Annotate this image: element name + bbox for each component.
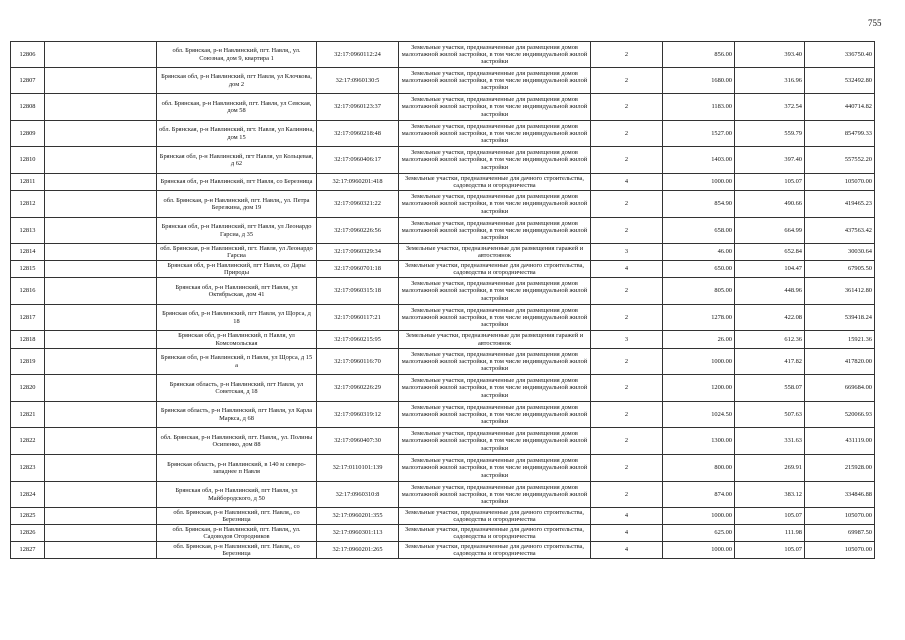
- specific-value-cell: 559.79: [735, 121, 805, 147]
- empty-cell: [45, 542, 157, 559]
- empty-cell: [45, 244, 157, 261]
- table-row: [11, 94, 875, 121]
- cadastral-value-cell: 67905.50: [805, 261, 875, 278]
- cadastral-value-cell: 431119.00: [805, 428, 875, 455]
- use-code-cell: 4: [591, 174, 663, 191]
- table-row: [11, 455, 875, 482]
- empty-cell: [45, 402, 157, 428]
- cadastral-number-cell: 32:17:0960201:355: [317, 508, 399, 525]
- area-cell: 46.00: [663, 244, 735, 261]
- address-cell: обл. Брянская, р-н Навлинский, пгт. Навля,, ул. Полины Осипенко, дом 88: [157, 428, 317, 455]
- area-cell: 1200.00: [663, 375, 735, 402]
- use-code-cell: 3: [591, 331, 663, 349]
- cadastral-value-cell: 539418.24: [805, 305, 875, 331]
- address-cell: Брянская обл, р-н Навлинский, пгт Навля, ул Щорса, д 18: [157, 305, 317, 331]
- land-use-cell: Земельные участки, предназначенные для размещения домов малоэтажной жилой застройки, в том числе индивидуальной жилой застройки: [399, 428, 591, 455]
- table-row: [11, 375, 875, 402]
- address-cell: обл. Брянская, р-н Навлинский, пгт. Навля,, со Березница: [157, 542, 317, 559]
- use-code-cell: 2: [591, 94, 663, 121]
- use-code-cell: 2: [591, 482, 663, 508]
- cadastral-value-cell: 334846.88: [805, 482, 875, 508]
- specific-value-cell: 105.07: [735, 508, 805, 525]
- row-number-cell: 12812: [11, 191, 45, 218]
- address-cell: Брянская обл, р-н Навлинский, п Навля, ул Комсомольская: [157, 331, 317, 349]
- cadastral-value-cell: 419465.23: [805, 191, 875, 218]
- area-cell: 1000.00: [663, 349, 735, 375]
- area-cell: 1300.00: [663, 428, 735, 455]
- cadastral-number-cell: 32:17:0960310:8: [317, 482, 399, 508]
- empty-cell: [45, 94, 157, 121]
- address-cell: Брянская обл, р-н Навлинский, пгт Навля, ул Леонардо Гарсиа, д 35: [157, 218, 317, 244]
- use-code-cell: 2: [591, 375, 663, 402]
- land-use-cell: Земельные участки, предназначенные для размещения домов малоэтажной жилой застройки, в том числе индивидуальной жилой застройки: [399, 402, 591, 428]
- land-use-cell: Земельные участки, предназначенные для дачного строительства, садоводства и огородничества: [399, 508, 591, 525]
- land-use-cell: Земельные участки, предназначенные для дачного строительства, садоводства и огородничества: [399, 542, 591, 559]
- land-use-cell: Земельные участки, предназначенные для размещения домов малоэтажной жилой застройки, в том числе индивидуальной жилой застройки: [399, 42, 591, 68]
- specific-value-cell: 383.12: [735, 482, 805, 508]
- cadastral-number-cell: 32:17:0960201:265: [317, 542, 399, 559]
- row-number-cell: 12821: [11, 402, 45, 428]
- address-cell: Брянская обл, р-н Навлинский, пгт Навля, со Дары Природы: [157, 261, 317, 278]
- cadastral-value-cell: 361412.80: [805, 278, 875, 305]
- table-row: [11, 402, 875, 428]
- table-row: [11, 218, 875, 244]
- land-use-cell: Земельные участки, предназначенные для размещения домов малоэтажной жилой застройки, в том числе индивидуальной жилой застройки: [399, 68, 591, 94]
- specific-value-cell: 397.40: [735, 147, 805, 174]
- table-row: [11, 42, 875, 68]
- row-number-cell: 12824: [11, 482, 45, 508]
- area-cell: 1403.00: [663, 147, 735, 174]
- table-row: [11, 191, 875, 218]
- empty-cell: [45, 68, 157, 94]
- land-use-cell: Земельные участки, предназначенные для дачного строительства, садоводства и огородничества: [399, 525, 591, 542]
- cadastral-value-cell: 105070.00: [805, 542, 875, 559]
- cadastral-number-cell: 32:17:0960201:418: [317, 174, 399, 191]
- address-cell: Брянская обл, р-н Навлинский, пгт Навля, со Березница: [157, 174, 317, 191]
- land-use-cell: Земельные участки, предназначенные для размещения домов малоэтажной жилой застройки, в том числе индивидуальной жилой застройки: [399, 121, 591, 147]
- area-cell: 650.00: [663, 261, 735, 278]
- empty-cell: [45, 508, 157, 525]
- row-number-cell: 12813: [11, 218, 45, 244]
- cadastral-number-cell: 32:17:0960407:30: [317, 428, 399, 455]
- cadastral-value-cell: 69987.50: [805, 525, 875, 542]
- empty-cell: [45, 428, 157, 455]
- row-number-cell: 12819: [11, 349, 45, 375]
- use-code-cell: 4: [591, 542, 663, 559]
- area-cell: 658.00: [663, 218, 735, 244]
- cadastral-number-cell: 32:17:0960117:21: [317, 305, 399, 331]
- empty-cell: [45, 375, 157, 402]
- address-cell: Брянская область, р-н Навлинский, пгт Навля, ул Карла Маркса, д 68: [157, 402, 317, 428]
- cadastral-number-cell: 32:17:0960406:17: [317, 147, 399, 174]
- empty-cell: [45, 305, 157, 331]
- use-code-cell: 2: [591, 428, 663, 455]
- cadastral-number-cell: 32:17:0960315:18: [317, 278, 399, 305]
- specific-value-cell: 448.96: [735, 278, 805, 305]
- empty-cell: [45, 121, 157, 147]
- area-cell: 800.00: [663, 455, 735, 482]
- row-number-cell: 12826: [11, 525, 45, 542]
- cadastral-number-cell: 32:17:0960319:12: [317, 402, 399, 428]
- cadastral-value-cell: 30030.64: [805, 244, 875, 261]
- empty-cell: [45, 261, 157, 278]
- address-cell: Брянская обл, р-н Навлинский, пгт Навля, ул Октябрьская, дом 41: [157, 278, 317, 305]
- table-row: [11, 244, 875, 261]
- address-cell: Брянская обл, р-н Навлинский, п Навля, ул Щорса, д 15 а: [157, 349, 317, 375]
- row-number-cell: 12814: [11, 244, 45, 261]
- specific-value-cell: 111.98: [735, 525, 805, 542]
- empty-cell: [45, 42, 157, 68]
- table-row: [11, 428, 875, 455]
- address-cell: обл. Брянская, р-н Навлинский, пгт. Навля, ул Севская, дом 58: [157, 94, 317, 121]
- table-row: [11, 68, 875, 94]
- cadastral-value-cell: 557552.20: [805, 147, 875, 174]
- specific-value-cell: 104.47: [735, 261, 805, 278]
- table-row: [11, 482, 875, 508]
- empty-cell: [45, 218, 157, 244]
- address-cell: Брянская область, р-н Навлинский, пгт Навля, ул Советская, д 18: [157, 375, 317, 402]
- specific-value-cell: 393.40: [735, 42, 805, 68]
- use-code-cell: 2: [591, 68, 663, 94]
- land-use-cell: Земельные участки, предназначенные для размещения домов малоэтажной жилой застройки, в том числе индивидуальной жилой застройки: [399, 305, 591, 331]
- address-cell: Брянская область, р-н Навлинский, в 140 м северо-западнее п Навля: [157, 455, 317, 482]
- table-row: [11, 261, 875, 278]
- area-cell: 874.00: [663, 482, 735, 508]
- land-use-cell: Земельные участки, предназначенные для размещения домов малоэтажной жилой застройки, в том числе индивидуальной жилой застройки: [399, 147, 591, 174]
- area-cell: 1680.00: [663, 68, 735, 94]
- land-registry-table: [10, 41, 875, 559]
- table-row: [11, 525, 875, 542]
- row-number-cell: 12818: [11, 331, 45, 349]
- address-cell: Брянская обл, р-н Навлинский, пгт Навля, ул Клочкова, дом 2: [157, 68, 317, 94]
- cadastral-value-cell: 215928.00: [805, 455, 875, 482]
- use-code-cell: 2: [591, 455, 663, 482]
- row-number-cell: 12816: [11, 278, 45, 305]
- area-cell: 1000.00: [663, 542, 735, 559]
- cadastral-number-cell: 32:17:0960218:48: [317, 121, 399, 147]
- address-cell: Брянская обл, р-н Навлинский, пгт Навля, ул Кольцевая, д 62: [157, 147, 317, 174]
- specific-value-cell: 105.07: [735, 542, 805, 559]
- specific-value-cell: 612.36: [735, 331, 805, 349]
- row-number-cell: 12825: [11, 508, 45, 525]
- specific-value-cell: 105.07: [735, 174, 805, 191]
- area-cell: 1000.00: [663, 174, 735, 191]
- cadastral-value-cell: 336750.40: [805, 42, 875, 68]
- table-row: [11, 331, 875, 349]
- use-code-cell: 2: [591, 218, 663, 244]
- specific-value-cell: 490.66: [735, 191, 805, 218]
- area-cell: 856.00: [663, 42, 735, 68]
- area-cell: 1024.50: [663, 402, 735, 428]
- use-code-cell: 2: [591, 42, 663, 68]
- use-code-cell: 2: [591, 349, 663, 375]
- use-code-cell: 2: [591, 278, 663, 305]
- row-number-cell: 12806: [11, 42, 45, 68]
- cadastral-number-cell: 32:17:0960226:29: [317, 375, 399, 402]
- cadastral-value-cell: 669684.00: [805, 375, 875, 402]
- specific-value-cell: 372.54: [735, 94, 805, 121]
- specific-value-cell: 316.96: [735, 68, 805, 94]
- address-cell: обл. Брянская, р-н Навлинский, пгт. Навля,, ул. Союзная, дом 9, квартира 1: [157, 42, 317, 68]
- specific-value-cell: 558.07: [735, 375, 805, 402]
- empty-cell: [45, 174, 157, 191]
- row-number-cell: 12827: [11, 542, 45, 559]
- empty-cell: [45, 278, 157, 305]
- row-number-cell: 12810: [11, 147, 45, 174]
- land-use-cell: Земельные участки, предназначенные для дачного строительства, садоводства и огородничества: [399, 174, 591, 191]
- cadastral-number-cell: 32:17:0960116:70: [317, 349, 399, 375]
- cadastral-number-cell: 32:17:0960130:5: [317, 68, 399, 94]
- address-cell: обл. Брянская, р-н Навлинский, пгт. Навля, ул Леонардо Гарсиа: [157, 244, 317, 261]
- land-use-cell: Земельные участки, предназначенные для размещения гаражей и автостоянок: [399, 244, 591, 261]
- empty-cell: [45, 331, 157, 349]
- address-cell: Брянская обл, р-н Навлинский, пгт Навля, ул Майбородского, д 50: [157, 482, 317, 508]
- address-cell: обл. Брянская, р-н Навлинский, пгт. Навля,, ул. Петра Березкина, дом 19: [157, 191, 317, 218]
- cadastral-value-cell: 15921.36: [805, 331, 875, 349]
- use-code-cell: 2: [591, 147, 663, 174]
- use-code-cell: 2: [591, 121, 663, 147]
- land-use-cell: Земельные участки, предназначенные для размещения домов малоэтажной жилой застройки, в том числе индивидуальной жилой застройки: [399, 349, 591, 375]
- land-use-cell: Земельные участки, предназначенные для размещения гаражей и автостоянок: [399, 331, 591, 349]
- table-row: [11, 121, 875, 147]
- specific-value-cell: 269.91: [735, 455, 805, 482]
- cadastral-value-cell: 440714.82: [805, 94, 875, 121]
- row-number-cell: 12815: [11, 261, 45, 278]
- address-cell: обл. Брянская, р-н Навлинский, пгт. Навля,, со Березница: [157, 508, 317, 525]
- specific-value-cell: 422.08: [735, 305, 805, 331]
- row-number-cell: 12807: [11, 68, 45, 94]
- row-number-cell: 12811: [11, 174, 45, 191]
- empty-cell: [45, 147, 157, 174]
- cadastral-value-cell: 520066.93: [805, 402, 875, 428]
- address-cell: обл. Брянская, р-н Навлинский, пгт. Навля,, ул. Садоводов Огородников: [157, 525, 317, 542]
- table-row: [11, 278, 875, 305]
- empty-cell: [45, 455, 157, 482]
- cadastral-number-cell: 32:17:0960112:24: [317, 42, 399, 68]
- cadastral-value-cell: 854799.33: [805, 121, 875, 147]
- row-number-cell: 12823: [11, 455, 45, 482]
- area-cell: 1000.00: [663, 508, 735, 525]
- table-row: [11, 174, 875, 191]
- table-row: [11, 305, 875, 331]
- table-row: [11, 542, 875, 559]
- land-use-cell: Земельные участки, предназначенные для размещения домов малоэтажной жилой застройки, в том числе индивидуальной жилой застройки: [399, 94, 591, 121]
- area-cell: 805.00: [663, 278, 735, 305]
- cadastral-number-cell: 32:17:0960329:34: [317, 244, 399, 261]
- area-cell: 1183.00: [663, 94, 735, 121]
- cadastral-number-cell: 32:17:0960226:56: [317, 218, 399, 244]
- land-use-cell: Земельные участки, предназначенные для размещения домов малоэтажной жилой застройки, в том числе индивидуальной жилой застройки: [399, 455, 591, 482]
- row-number-cell: 12817: [11, 305, 45, 331]
- specific-value-cell: 331.63: [735, 428, 805, 455]
- cadastral-number-cell: 32:17:0960301:113: [317, 525, 399, 542]
- cadastral-value-cell: 417820.00: [805, 349, 875, 375]
- land-use-cell: Земельные участки, предназначенные для размещения домов малоэтажной жилой застройки, в том числе индивидуальной жилой застройки: [399, 278, 591, 305]
- cadastral-number-cell: 32:17:0960321:22: [317, 191, 399, 218]
- land-use-cell: Земельные участки, предназначенные для размещения домов малоэтажной жилой застройки, в том числе индивидуальной жилой застройки: [399, 218, 591, 244]
- use-code-cell: 2: [591, 402, 663, 428]
- area-cell: 625.00: [663, 525, 735, 542]
- cadastral-value-cell: 532492.80: [805, 68, 875, 94]
- cadastral-value-cell: 105070.00: [805, 174, 875, 191]
- use-code-cell: 4: [591, 508, 663, 525]
- address-cell: обл. Брянская, р-н Навлинский, пгт. Навля, ул Калинина, дом 15: [157, 121, 317, 147]
- cadastral-number-cell: 32:17:0110101:139: [317, 455, 399, 482]
- cadastral-number-cell: 32:17:0960701:18: [317, 261, 399, 278]
- specific-value-cell: 507.63: [735, 402, 805, 428]
- specific-value-cell: 417.82: [735, 349, 805, 375]
- row-number-cell: 12808: [11, 94, 45, 121]
- area-cell: 1278.00: [663, 305, 735, 331]
- table-row: [11, 349, 875, 375]
- cadastral-value-cell: 105070.00: [805, 508, 875, 525]
- specific-value-cell: 652.84: [735, 244, 805, 261]
- page-number: 755: [868, 18, 882, 28]
- cadastral-number-cell: 32:17:0960123:37: [317, 94, 399, 121]
- row-number-cell: 12822: [11, 428, 45, 455]
- land-use-cell: Земельные участки, предназначенные для размещения домов малоэтажной жилой застройки, в том числе индивидуальной жилой застройки: [399, 482, 591, 508]
- cadastral-value-cell: 437563.42: [805, 218, 875, 244]
- specific-value-cell: 664.99: [735, 218, 805, 244]
- cadastral-number-cell: 32:17:0960215:95: [317, 331, 399, 349]
- empty-cell: [45, 191, 157, 218]
- row-number-cell: 12820: [11, 375, 45, 402]
- empty-cell: [45, 349, 157, 375]
- empty-cell: [45, 525, 157, 542]
- use-code-cell: 2: [591, 191, 663, 218]
- use-code-cell: 3: [591, 244, 663, 261]
- empty-cell: [45, 482, 157, 508]
- land-use-cell: Земельные участки, предназначенные для размещения домов малоэтажной жилой застройки, в том числе индивидуальной жилой застройки: [399, 191, 591, 218]
- area-cell: 854.90: [663, 191, 735, 218]
- area-cell: 1527.00: [663, 121, 735, 147]
- row-number-cell: 12809: [11, 121, 45, 147]
- use-code-cell: 4: [591, 261, 663, 278]
- land-use-cell: Земельные участки, предназначенные для дачного строительства, садоводства и огородничества: [399, 261, 591, 278]
- table-row: [11, 508, 875, 525]
- table-row: [11, 147, 875, 174]
- use-code-cell: 4: [591, 525, 663, 542]
- area-cell: 26.00: [663, 331, 735, 349]
- land-use-cell: Земельные участки, предназначенные для размещения домов малоэтажной жилой застройки, в том числе индивидуальной жилой застройки: [399, 375, 591, 402]
- use-code-cell: 2: [591, 305, 663, 331]
